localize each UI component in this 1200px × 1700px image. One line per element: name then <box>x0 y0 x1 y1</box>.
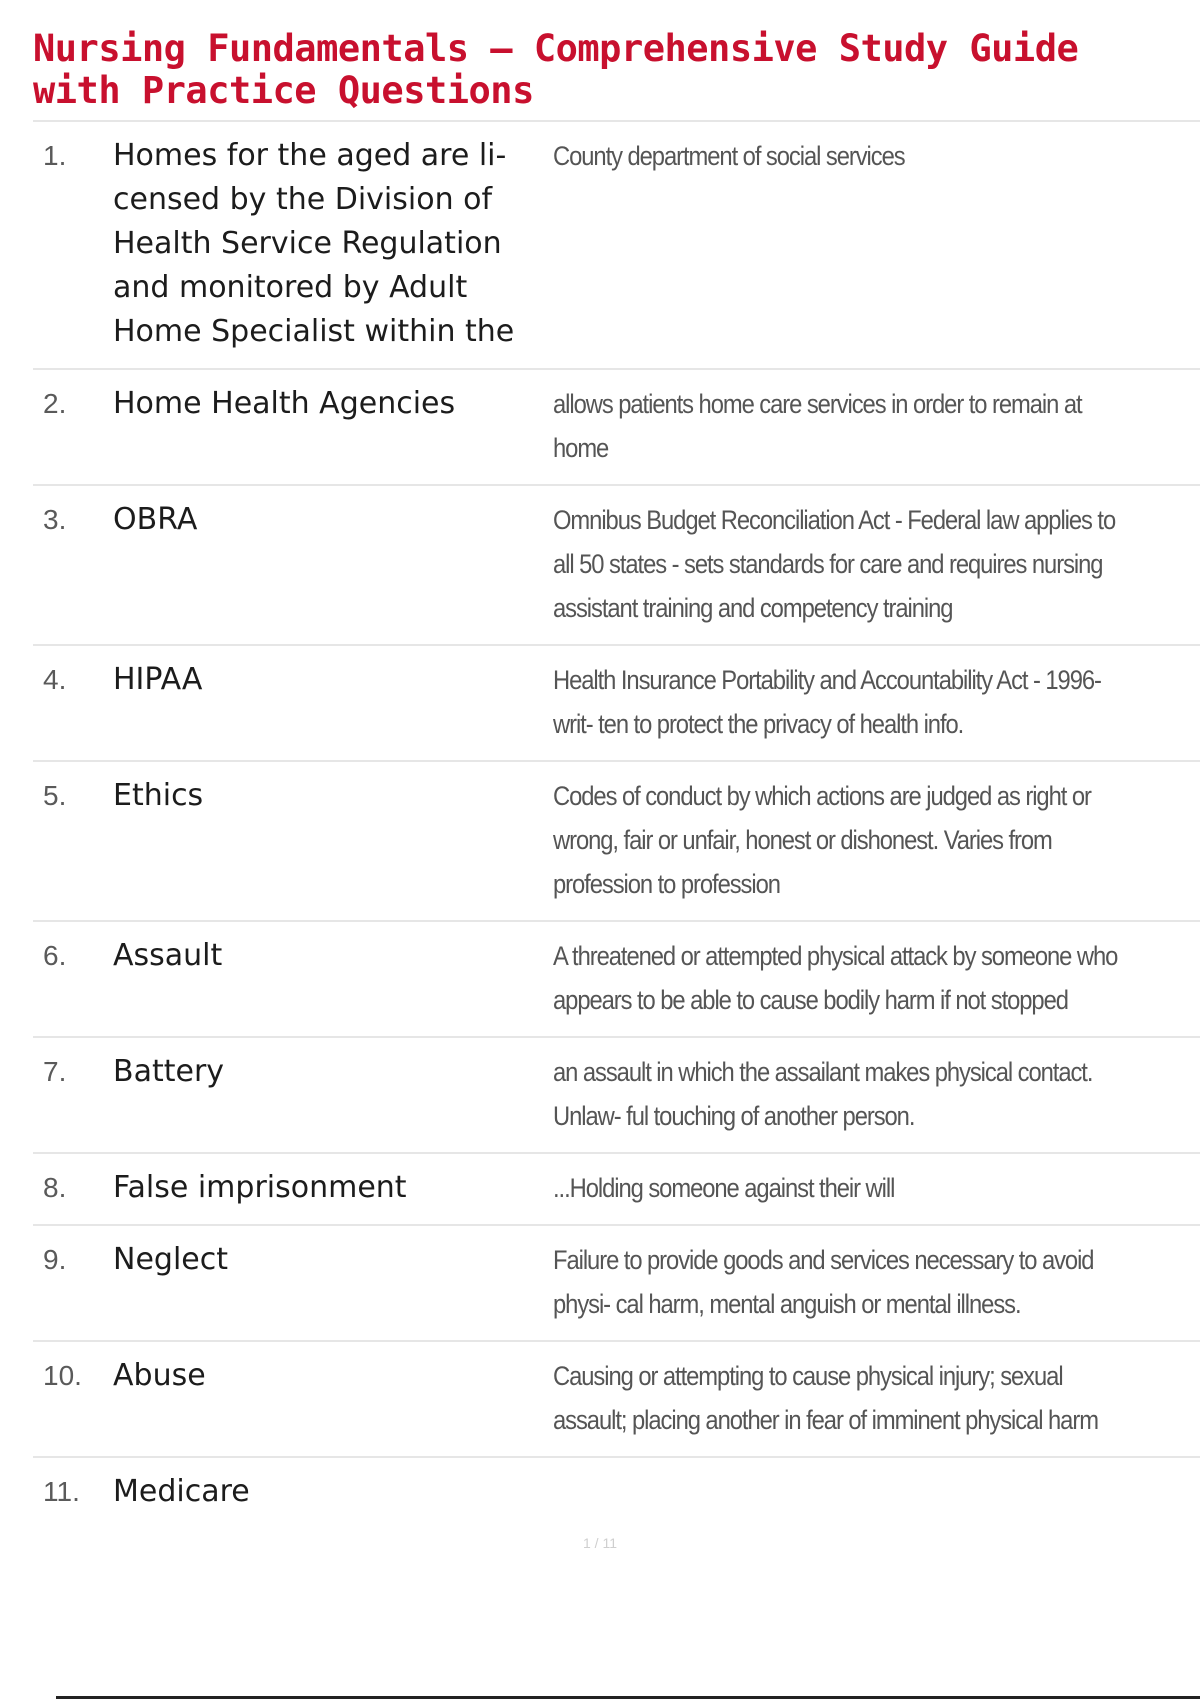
card-number: 11. <box>43 1476 80 1507</box>
flashcard-row <box>33 1342 1200 1458</box>
card-term: Ethics <box>113 778 204 813</box>
page-number: 1 / 11 <box>583 1535 617 1551</box>
flashcard-row <box>33 1154 1200 1226</box>
card-number: 5. <box>43 780 67 811</box>
card-definition: an assault in which the assailant makes physical contact. Unlaw- ful touching of another person. <box>553 1057 1093 1131</box>
card-number: 10. <box>43 1360 82 1391</box>
flashcard-row <box>33 1038 1200 1154</box>
card-term: OBRA <box>113 502 198 537</box>
card-number: 2. <box>43 388 67 419</box>
flashcard-row <box>33 922 1200 1038</box>
flashcard-row <box>33 370 1200 486</box>
card-term: Abuse <box>113 1358 206 1393</box>
card-number: 6. <box>43 940 67 971</box>
flashcard-row <box>33 1458 1200 1528</box>
card-definition: Health Insurance Portability and Accountability Act - 1996- writ- ten to protect the privacy of health info. <box>553 665 1101 739</box>
card-term: Battery <box>113 1054 225 1089</box>
card-term: Home Health Agencies <box>113 386 456 421</box>
card-term: Neglect <box>113 1242 228 1277</box>
card-number: 9. <box>43 1244 67 1275</box>
card-term: False imprisonment <box>113 1170 407 1205</box>
card-number: 7. <box>43 1056 67 1087</box>
flashcard-row <box>33 486 1200 646</box>
card-definition: ...Holding someone against their will <box>553 1173 895 1203</box>
card-term: HIPAA <box>113 662 203 697</box>
card-definition: Causing or attempting to cause physical injury; sexual assault; placing another in fear of imminent physical harm <box>553 1361 1098 1435</box>
flashcard-list <box>33 120 1200 1528</box>
card-number: 1. <box>43 140 67 171</box>
card-definition: allows patients home care services in order to remain at home <box>553 389 1082 463</box>
card-number: 4. <box>43 664 67 695</box>
card-definition: A threatened or attempted physical attack by someone who appears to be able to cause bodily harm if not stopped <box>553 941 1118 1015</box>
card-definition: County department of social services <box>553 141 905 171</box>
page-bottom-divider <box>56 1696 1200 1699</box>
flashcard-row <box>33 122 1200 370</box>
card-term: Medicare <box>113 1474 250 1509</box>
card-number: 8. <box>43 1172 67 1203</box>
card-definition: Omnibus Budget Reconciliation Act - Federal law applies to all 50 states - sets standards for care and requires nursing assistant training and competency training <box>553 505 1116 623</box>
flashcard-row <box>33 646 1200 762</box>
card-term: Assault <box>113 938 223 973</box>
card-definition: Codes of conduct by which actions are judged as right or wrong, fair or unfair, honest or dishonest. Varies from profession to profession <box>553 781 1091 899</box>
card-number: 3. <box>43 504 67 535</box>
card-definition: Failure to provide goods and services necessary to avoid physi- cal harm, mental anguish or mental illness. <box>553 1245 1094 1319</box>
document-title: Nursing Fundamentals – Comprehensive Study Guide with Practice Questions <box>33 27 1079 112</box>
card-term: Homes for the aged are li- censed by the Division of Health Service Regulation and monitored by Adult Home Specialist within the <box>113 138 515 349</box>
flashcard-row <box>33 762 1200 922</box>
flashcard-row <box>33 1226 1200 1342</box>
